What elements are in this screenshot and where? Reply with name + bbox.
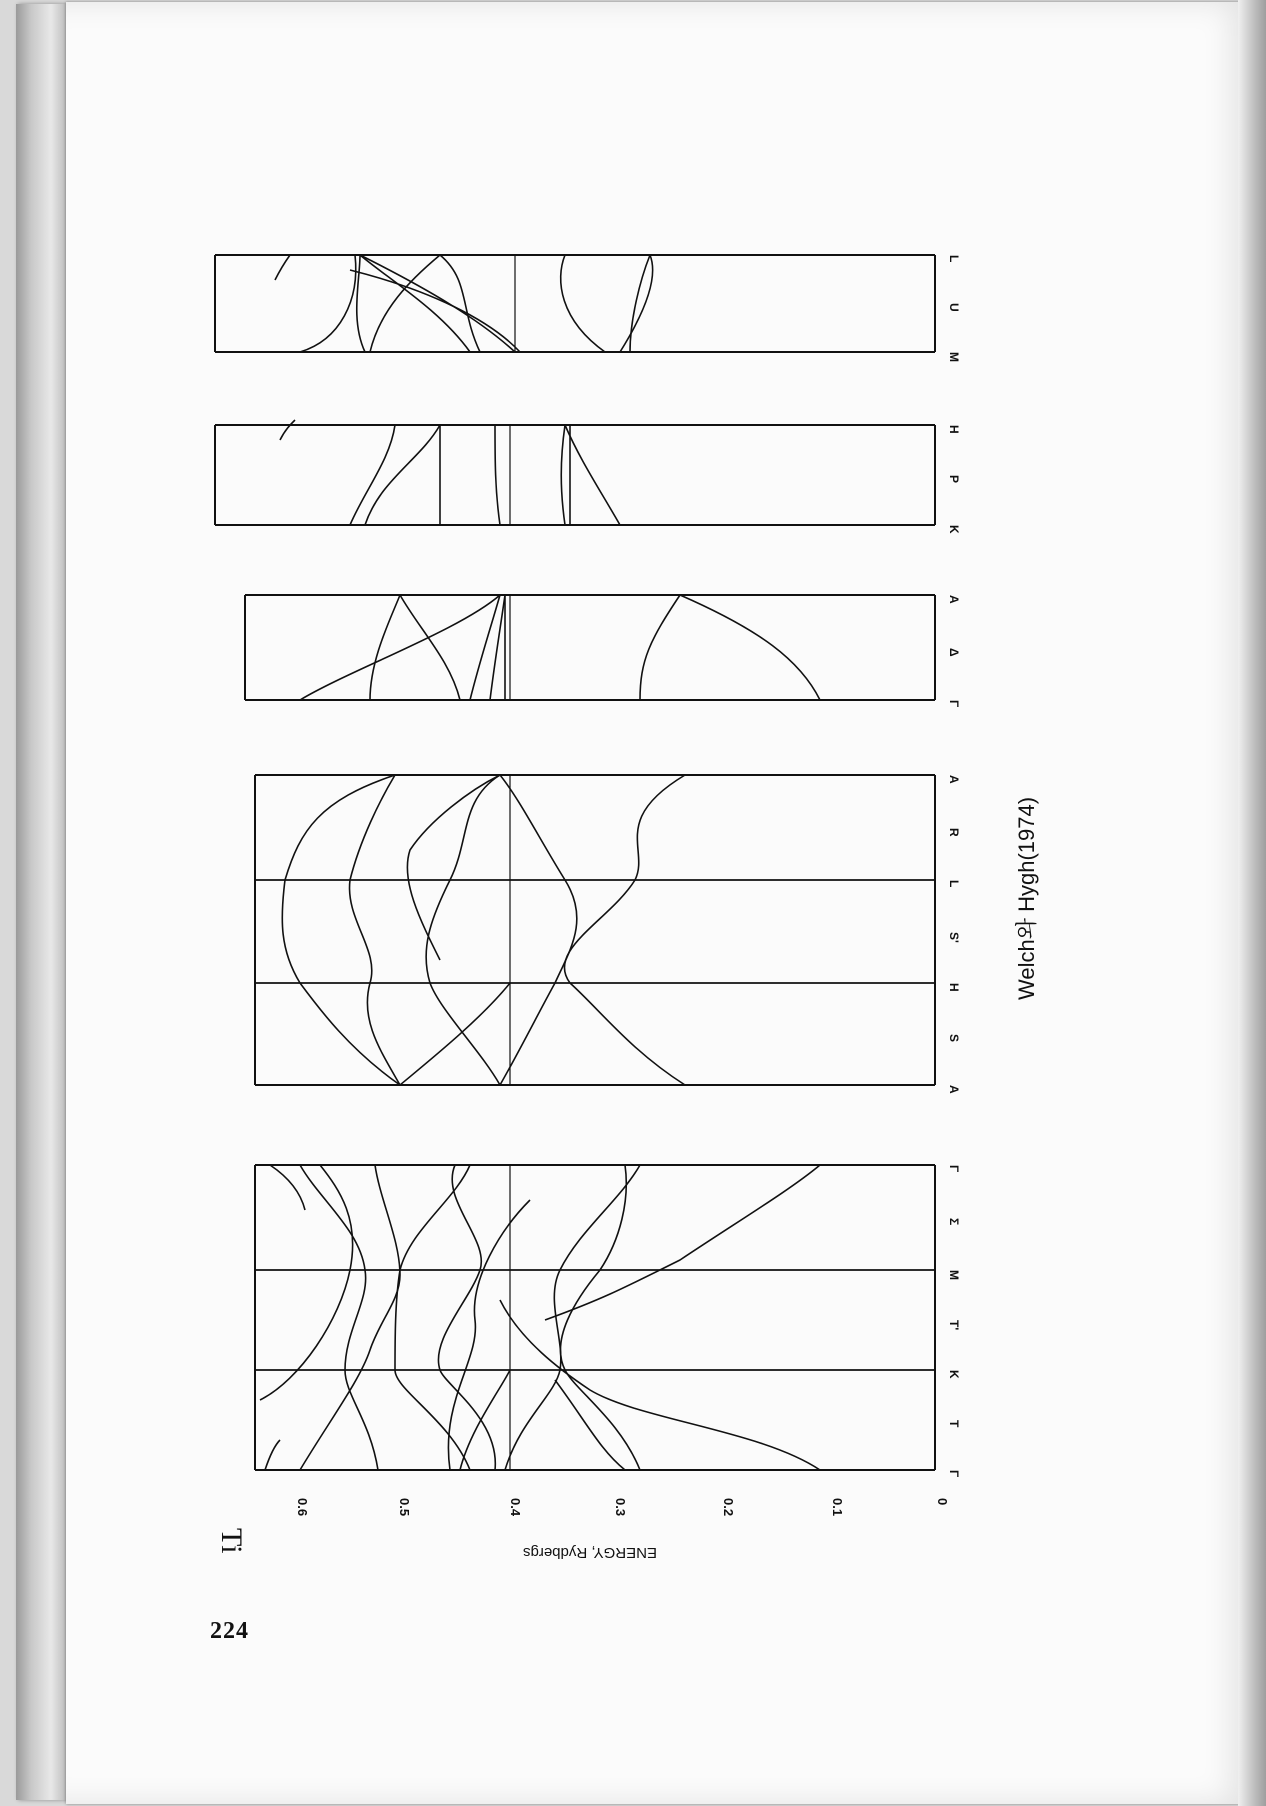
book-spine: [16, 4, 66, 1800]
energy-tick: 0.6: [295, 1498, 310, 1517]
k-label: Γ: [947, 1470, 961, 1478]
k-label: H: [947, 983, 961, 992]
k-label: K: [947, 525, 961, 534]
k-label: R: [947, 828, 961, 837]
k-label: Δ: [947, 648, 961, 657]
book-page: [66, 2, 1262, 1804]
k-label: L: [947, 880, 961, 888]
k-label: S: [947, 1034, 961, 1043]
k-label: H: [947, 425, 961, 434]
energy-tick: 0.1: [830, 1498, 845, 1517]
k-label: A: [947, 775, 961, 784]
k-label: M: [947, 352, 961, 362]
energy-tick: 0.4: [508, 1498, 523, 1517]
k-label: Σ: [947, 1218, 961, 1226]
k-label: K: [947, 1370, 961, 1379]
k-label: M: [947, 1270, 961, 1280]
energy-axis-label: ENERGY, Rydbergs: [523, 1544, 657, 1561]
figure-caption: Welch와 Hygh(1974): [1014, 796, 1039, 1000]
k-label: T: [947, 1420, 961, 1428]
k-label: S': [947, 932, 961, 943]
k-label: L: [947, 255, 961, 263]
energy-tick: 0.5: [397, 1498, 412, 1517]
k-label: U: [947, 303, 961, 312]
energy-tick: 0.3: [613, 1498, 628, 1517]
k-label: Γ: [947, 700, 961, 708]
k-label: T': [947, 1320, 961, 1331]
energy-tick: 0: [935, 1498, 950, 1506]
k-label: P: [947, 475, 961, 484]
page-number: 224: [210, 1618, 249, 1644]
page-edge: [1238, 0, 1266, 1806]
k-label: Γ: [947, 1165, 961, 1173]
energy-tick: 0.2: [721, 1498, 736, 1517]
k-label: A: [947, 595, 961, 604]
element-label: Ti: [215, 1528, 248, 1554]
k-label: A: [947, 1085, 961, 1094]
